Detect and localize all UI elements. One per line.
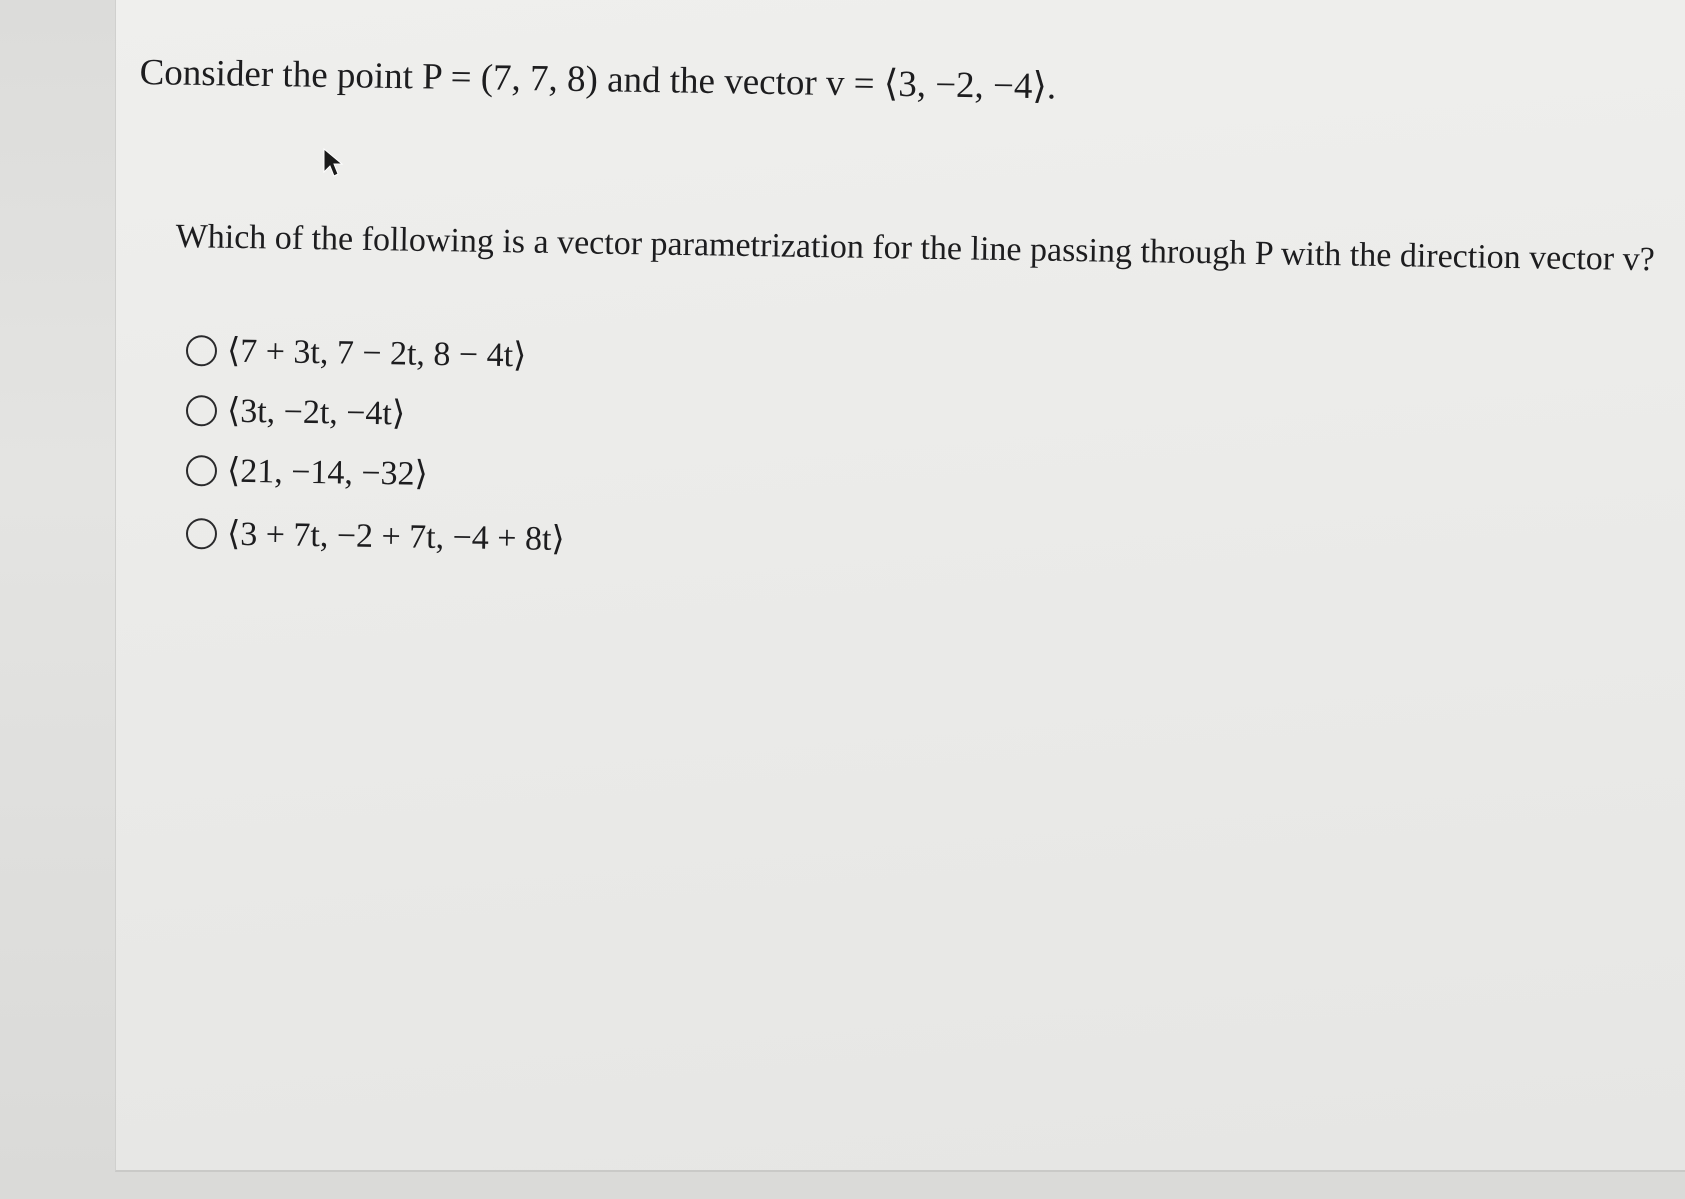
option-label: ⟨7 + 3t, 7 − 2t, 8 − 4t⟩ <box>226 332 527 375</box>
problem-statement: Consider the point P = (7, 7, 8) and the vector v = ⟨3, −2, −4⟩. <box>139 51 1057 108</box>
radio-unchecked-icon[interactable] <box>186 455 217 486</box>
question-text: Which of the following is a vector parametrization for the line passing through P with the direction vector v? <box>175 218 1656 279</box>
answer-option-3[interactable] <box>186 450 428 494</box>
question-panel <box>115 0 1685 1172</box>
option-label: ⟨21, −14, −32⟩ <box>226 452 429 493</box>
mouse-pointer-icon <box>322 148 344 178</box>
radio-unchecked-icon[interactable] <box>186 335 217 366</box>
radio-unchecked-icon[interactable] <box>186 395 217 426</box>
answer-option-2[interactable] <box>186 390 406 433</box>
answer-option-4[interactable] <box>186 513 565 559</box>
option-label: ⟨3t, −2t, −4t⟩ <box>226 392 406 433</box>
option-label: ⟨3 + 7t, −2 + 7t, −4 + 8t⟩ <box>226 515 565 558</box>
answer-option-1[interactable] <box>186 330 527 375</box>
radio-unchecked-icon[interactable] <box>186 518 217 549</box>
